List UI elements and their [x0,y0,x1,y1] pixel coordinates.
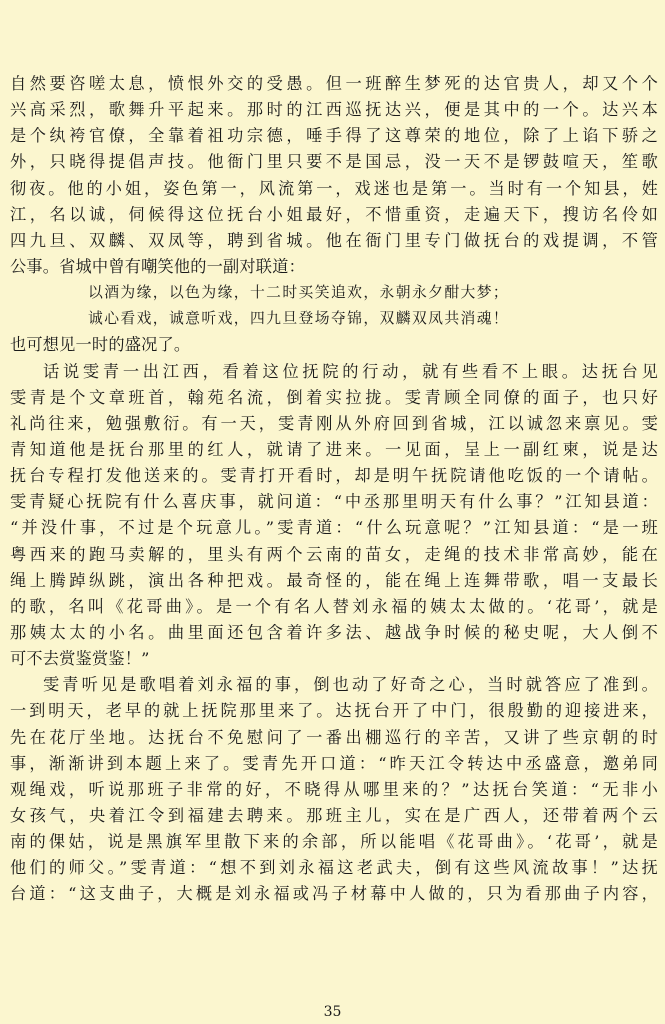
text-line: “并没什事，不过是个玩意儿。”雯青道：“什么玩意呢？”江知县道：“是一班 [10,518,658,538]
text-line: 彻夜。他的小姐，姿色第一，风流第一，戏迷也是第一。当时有一个知县，姓 [10,178,658,198]
paragraph-start-line: 雯青听见是歌唱着刘永福的事，倒也动了好奇之心，当时就答应了准到。 [43,675,658,695]
text-line: 他们的师父。”雯青道：“想不到刘永福这老武夫，倒有这些风流故事！”达抚 [10,858,658,878]
page-number: 35 [323,1004,342,1020]
text-line: 的歌，名叫《花哥曲》。是一个有名人替刘永福的姨太太做的。‘花哥’，就是 [10,596,658,616]
text-line: 礼尚往来，勉强敷衍。有一天，雯青刚从外府回到省城，江以诚忽来禀见。雯 [10,413,658,433]
text-line: 自然要咨嗟太息，愤恨外交的受愚。但一班醉生梦死的达官贵人，却又个个 [10,74,658,93]
couplet-line-1: 以酒为缘，以色为缘，十二时买笑追欢，永朝永夕酣大梦； [88,284,510,302]
paragraph-start-line: 话说雯青一出江西，看着这位抚院的行动，就有些看不上眼。达抚台见 [43,361,658,381]
text-line: 四九旦、双麟、双凤等，聘到省城。他在衙门里专门做抚台的戏提调，不管 [10,230,658,250]
text-line: 女孩气，央着江令到福建去聘来。那班主儿，实在是广西人，还带着两个云 [10,805,658,825]
text-line: 南的倮姑，说是黑旗军里散下来的余部，所以能唱《花哥曲》。‘花哥’，就是 [10,832,658,852]
text-line: 台道：“这支曲子，大概是刘永福或冯子材幕中人做的，只为看那曲子内容， [10,884,658,904]
body-text [10,71,658,908]
text-line: 观绳戏，听说那班子非常的好，不晓得从哪里来的？”达抚台笑道：“无非小 [10,779,658,799]
text-line: 公事。省城中曾有嘲笑他的一副对联道： [10,256,305,276]
text-line: 抚台专程打发他送来的。雯青打开看时，却是明午抚院请他吃饭的一个请帖。 [10,466,658,486]
text-line: 江，名以诚，伺候得这位抚台小姐最好，不惜重资，走遍天下，搜访名伶如 [10,204,658,224]
text-line: 事，渐渐讲到本题上来了。雯青先开口道：“昨天江令转达中丞盛意，邀弟同 [10,753,658,773]
text-line: 先在花厅坐地。达抚台不免慰问了一番出棚巡行的辛苦，又讲了些京朝的时 [10,727,658,747]
text-line: 雯青是个文章班首，翰苑名流，倒着实拉拢。雯青顾全同僚的面子，也只好 [10,387,658,407]
couplet-line-2: 诚心看戏，诚意听戏，四九旦登场夺锦，双麟双凤共消魂！ [88,310,510,328]
text-line: 那姨太太的小名。曲里面还包含着许多法、越战争时候的秘史呢，大人倒不 [10,622,658,642]
text-line: 是个纨袴官僚，全靠着祖功宗德，唾手得了这尊荣的地位，除了上谄下骄之 [10,126,658,146]
text-line: 外，只晓得提倡声技。他衙门里只要不是国忌，没一天不是锣鼓喧天，笙歌 [10,152,658,172]
text-line: 也可想见一时的盛况了。 [10,335,191,355]
text-line: 粤西来的跑马卖解的，里头有两个云南的苗女，走绳的技术非常高妙，能在 [10,544,658,564]
text-line: 绳上腾踔纵跳，演出各种把戏。最奇怪的，能在绳上连舞带歌，唱一支最长 [10,570,658,590]
text-line: 兴高采烈，歌舞升平起来。那时的江西巡抚达兴，便是其中的一个。达兴本 [10,100,658,120]
text-line: 可不去赏鉴赏鉴！” [10,649,150,669]
text-line: 一到明天，老早的就上抚院那里来了。达抚台开了中门，很殷勤的迎接进来， [10,701,658,721]
text-line: 雯青疑心抚院有什么喜庆事，就问道：“中丞那里明天有什么事？”江知县道： [10,492,658,512]
text-line: 青知道他是抚台那里的红人，就请了进来。一见面，呈上一副红柬，说是达 [10,439,658,459]
